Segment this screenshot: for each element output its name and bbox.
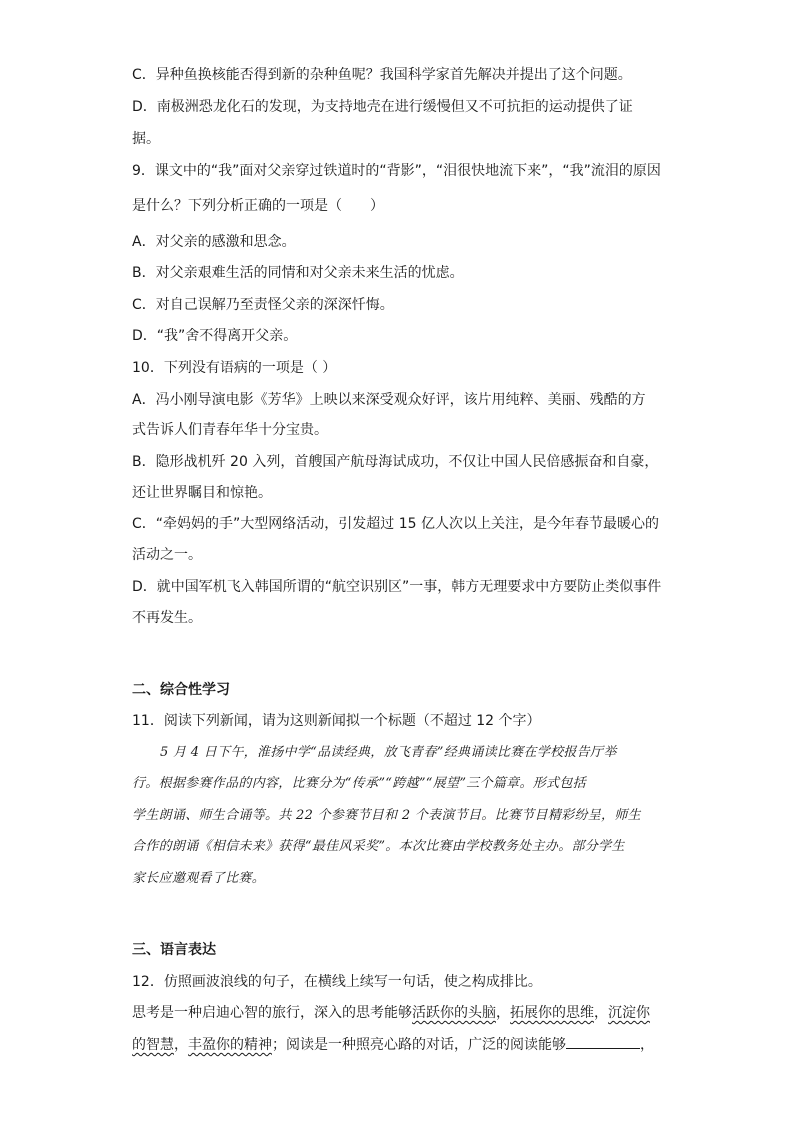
q10-option-a-line2[interactable]: 式告诉人们青春年华十分宝贵。: [132, 422, 328, 438]
news-passage-line5: 家长应邀观看了比赛。: [132, 871, 266, 886]
wavy-underlined-phrase: 拓展你的思维: [510, 1005, 594, 1021]
news-passage-line2: 行。根据参赛作品的内容，比赛分为“传承”“跨越”“展望”三个篇章。形式包括: [132, 776, 586, 791]
q10-option-b-line1[interactable]: B．隐形战机歼 20 入列，首艘国产航母海试成功，不仅让中国人民倍感振奋和自豪，: [132, 454, 659, 470]
q8-option-d-line2[interactable]: 据。: [132, 131, 160, 147]
q9-stem-line2: 是什么？下列分析正确的一项是（ ）: [132, 198, 384, 214]
q12-text: ，: [496, 1005, 510, 1021]
section-heading-language-expression: 三、语言表达: [132, 942, 216, 958]
q12-text: ，: [640, 1037, 654, 1053]
q10-option-a-line1[interactable]: A．冯小刚导演电影《芳华》上映以来深受观众好评，该片用纯粹、美丽、残酷的方: [132, 392, 646, 408]
q8-option-d-line1[interactable]: D．南极洲恐龙化石的发现，为支持地壳在进行缓慢但又不可抗拒的运动提供了证: [132, 99, 633, 115]
q10-option-d-line2[interactable]: 不再发生。: [132, 610, 202, 626]
q9-option-c[interactable]: C．对自己误解乃至责怪父亲的深深忏悔。: [132, 297, 394, 313]
q10-stem: 10．下列没有语病的一项是（ ）: [132, 360, 337, 376]
q9-option-a[interactable]: A．对父亲的感激和思念。: [132, 234, 296, 250]
wavy-underlined-phrase: 的智慧: [132, 1037, 174, 1053]
q12-stem: 12．仿照画波浪线的句子，在横线上续写一句话，使之构成排比。: [132, 974, 542, 990]
news-passage-line1: 5 月 4 日下午，淮扬中学“品读经典，放飞青春”经典诵读比赛在学校报告厅举: [160, 745, 617, 760]
q12-text: ，: [174, 1037, 188, 1053]
answer-blank[interactable]: [566, 1034, 640, 1049]
q9-stem-line1: 9．课文中的“我”面对父亲穿过铁道时的“背影”，“泪很快地流下来”，“我”流泪的原因: [132, 163, 661, 179]
news-passage-line3: 学生朗诵、师生合诵等。共 22 个参赛节目和 2 个表演节目。比赛节目精彩纷呈，师生: [132, 808, 641, 823]
q11-stem: 11．阅读下列新闻，请为这则新闻拟一个标题（不超过 12 个字）: [132, 713, 541, 729]
q10-option-c-line1[interactable]: C．“牵妈妈的手”大型网络活动，引发超过 15 亿人次以上关注，是今年春节最暖心的: [132, 516, 659, 532]
q12-text: ，: [594, 1005, 608, 1021]
q12-text: ；阅读是一种照亮心路的对话，广泛的阅读能够: [272, 1037, 566, 1053]
q10-option-c-line2[interactable]: 活动之一。: [132, 547, 202, 563]
q12-sentence-line1: [132, 1003, 662, 1023]
wavy-underlined-phrase: 丰盈你的精神: [188, 1037, 272, 1053]
q10-option-d-line1[interactable]: D．就中国军机飞入韩国所谓的“航空识别区”一事，韩方无理要求中方要防止类似事件: [132, 579, 662, 595]
wavy-underlined-phrase: 沉淀你: [608, 1005, 650, 1021]
q9-option-d[interactable]: D．“我”舍不得离开父亲。: [132, 328, 298, 344]
q12-text: 思考是一种启迪心智的旅行，深入的思考能够: [132, 1005, 412, 1021]
q9-option-b[interactable]: B．对父亲艰难生活的同情和对父亲未来生活的忧虑。: [132, 265, 464, 281]
q12-sentence-line2: [132, 1034, 662, 1055]
wavy-underlined-phrase: 活跃你的头脑: [412, 1005, 496, 1021]
section-heading-integrated-learning: 二、综合性学习: [132, 682, 230, 698]
q8-option-c[interactable]: C．异种鱼换核能否得到新的杂种鱼呢？我国科学家首先解决并提出了这个问题。: [132, 67, 632, 83]
q10-option-b-line2[interactable]: 还让世界瞩目和惊艳。: [132, 485, 272, 501]
news-passage-line4: 合作的朗诵《相信未来》获得“最佳风采奖”。本次比赛由学校教务处主办。部分学生: [132, 839, 625, 854]
